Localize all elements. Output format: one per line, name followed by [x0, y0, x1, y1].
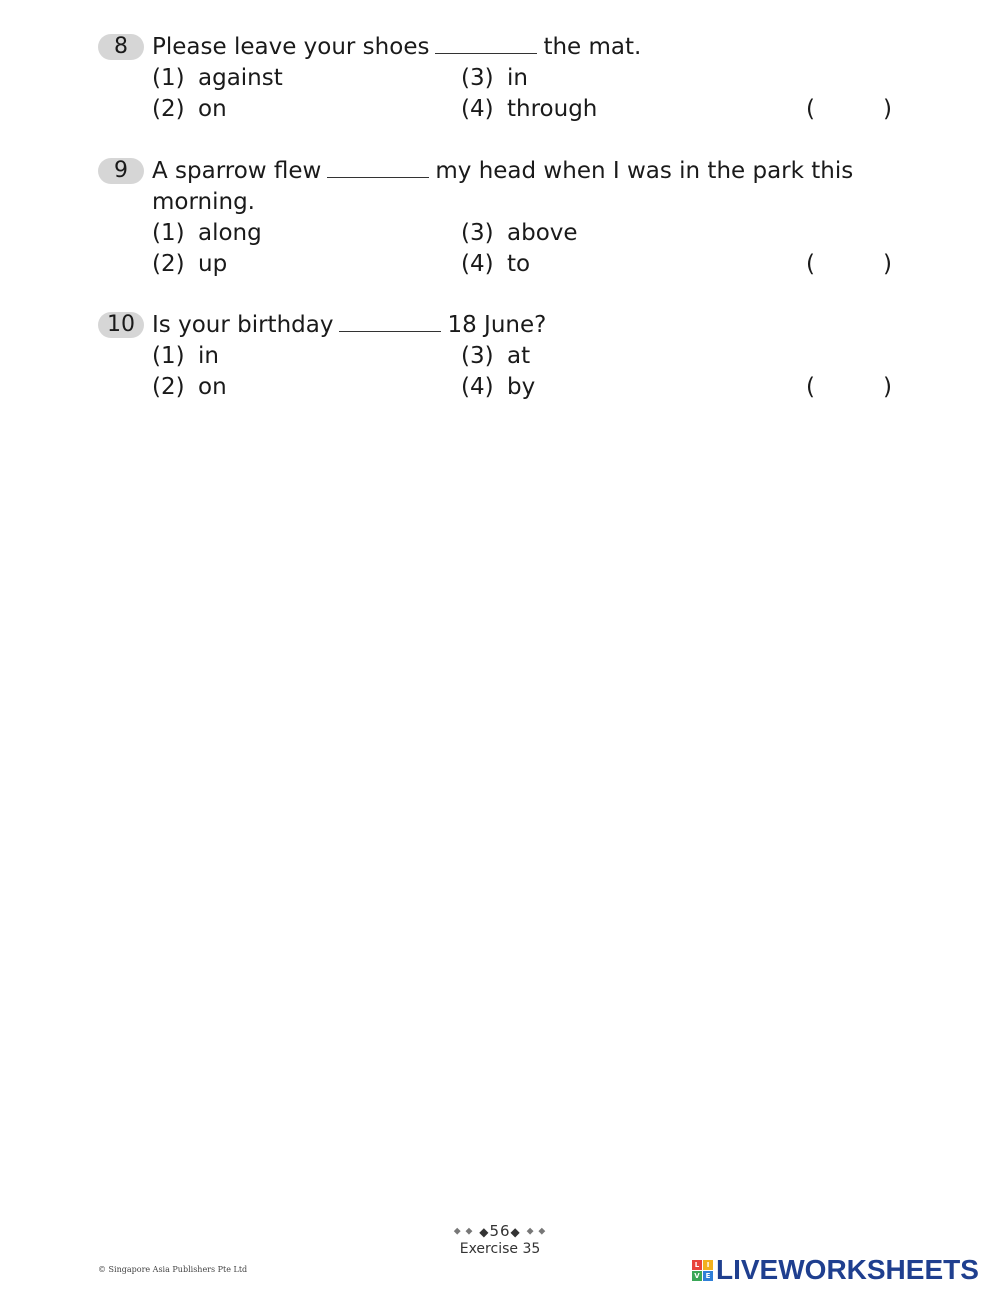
page-number-text: 56 — [489, 1222, 511, 1240]
diamond-icon: ◆ — [479, 1225, 490, 1239]
question-number: 9 — [98, 158, 144, 184]
brand-name: LIVEWORKSHEETS — [716, 1254, 979, 1285]
logo-letter: E — [703, 1271, 713, 1281]
option-3[interactable] — [461, 341, 530, 372]
option-2[interactable] — [152, 372, 227, 403]
diamond-icon: ◆ ◆ — [526, 1226, 547, 1237]
logo-letter: V — [692, 1271, 702, 1281]
answer-blank[interactable] — [339, 311, 441, 332]
option-number: (2) — [152, 251, 185, 277]
option-4[interactable] — [461, 372, 535, 403]
stem-after: 18 June? — [447, 312, 547, 338]
question-number: 10 — [98, 312, 144, 338]
answer-blank[interactable] — [435, 33, 537, 54]
option-2[interactable] — [152, 94, 227, 125]
option-number: (1) — [152, 343, 185, 369]
diamond-icon: ◆ ◆ — [453, 1226, 474, 1237]
option-number: (4) — [461, 374, 494, 400]
logo-letter: I — [703, 1260, 713, 1270]
option-text: against — [198, 65, 283, 91]
liveworksheets-logo[interactable] — [692, 1254, 979, 1286]
option-number: (4) — [461, 251, 494, 277]
option-text: by — [507, 374, 536, 400]
copyright-notice: © Singapore Asia Publishers Pte Ltd — [98, 1265, 248, 1274]
bracket-close: ) — [883, 96, 892, 122]
option-number: (4) — [461, 96, 494, 122]
option-text: through — [507, 96, 598, 122]
option-2[interactable] — [152, 249, 227, 280]
page-number — [400, 1222, 600, 1240]
option-text: in — [507, 65, 528, 91]
option-number: (2) — [152, 96, 185, 122]
option-text: at — [507, 343, 531, 369]
bracket-close: ) — [883, 374, 892, 400]
option-text: on — [198, 374, 227, 400]
answer-bracket[interactable] — [806, 249, 892, 280]
brand-grid-icon — [692, 1260, 713, 1281]
question-stem — [152, 156, 853, 187]
exercise-label: Exercise 35 — [459, 1241, 541, 1257]
option-number: (3) — [461, 65, 494, 91]
answer-bracket[interactable] — [806, 372, 892, 403]
option-text: up — [198, 251, 228, 277]
question-number: 8 — [98, 34, 144, 60]
option-1[interactable] — [152, 63, 283, 94]
option-number: (3) — [461, 343, 494, 369]
question-stem — [152, 32, 641, 63]
option-3[interactable] — [461, 63, 528, 94]
option-number: (1) — [152, 65, 185, 91]
stem-before: Please leave your shoes — [152, 34, 430, 60]
option-number: (1) — [152, 220, 185, 246]
question-stem-continuation: morning. — [152, 189, 255, 215]
option-number: (2) — [152, 374, 185, 400]
bracket-open: ( — [806, 374, 815, 400]
option-number: (3) — [461, 220, 494, 246]
answer-blank[interactable] — [327, 157, 429, 178]
stem-before: A sparrow flew — [152, 158, 322, 184]
option-text: on — [198, 96, 227, 122]
stem-after: the mat. — [543, 34, 642, 60]
logo-letter: L — [692, 1260, 702, 1270]
option-1[interactable] — [152, 341, 219, 372]
option-4[interactable] — [461, 94, 597, 125]
option-text: in — [198, 343, 219, 369]
answer-bracket[interactable] — [806, 94, 892, 125]
option-3[interactable] — [461, 218, 578, 249]
option-4[interactable] — [461, 249, 530, 280]
option-1[interactable] — [152, 218, 262, 249]
question-stem — [152, 310, 546, 341]
stem-before: Is your birthday — [152, 312, 334, 338]
option-text: to — [507, 251, 531, 277]
diamond-icon: ◆ — [510, 1225, 521, 1239]
bracket-open: ( — [806, 96, 815, 122]
bracket-close: ) — [883, 251, 892, 277]
stem-after: my head when I was in the park this — [435, 158, 854, 184]
option-text: along — [198, 220, 262, 246]
option-text: above — [507, 220, 578, 246]
bracket-open: ( — [806, 251, 815, 277]
